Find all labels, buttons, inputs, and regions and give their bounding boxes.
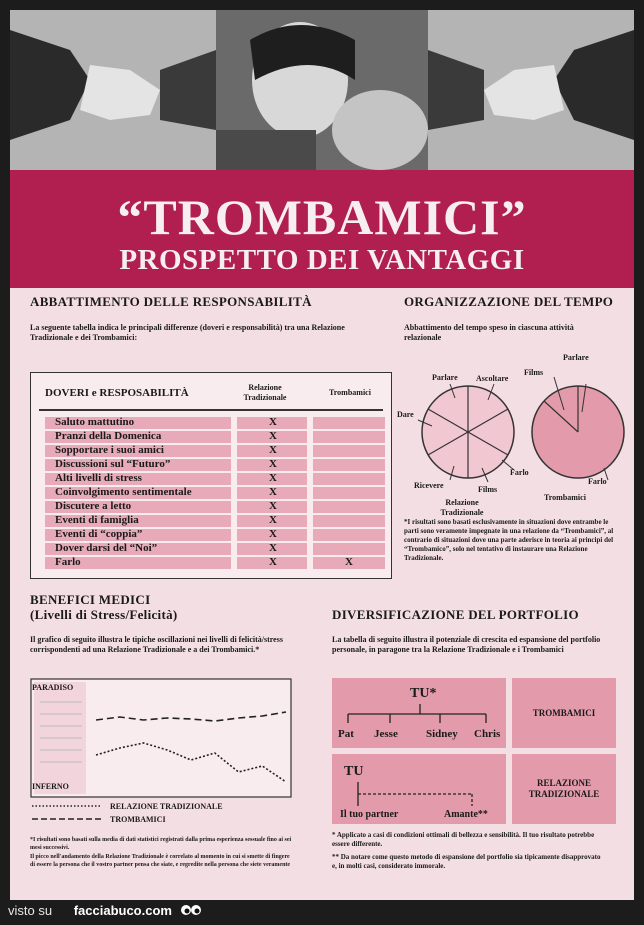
row-trad-mark: X <box>269 472 277 484</box>
row-tromb-bg <box>313 501 385 513</box>
responsibilities-heading: ABBATTIMENTO DELLE RESPONSABILITÀ <box>30 294 312 309</box>
y-top-label: PARADISO <box>32 683 74 692</box>
site-name[interactable]: facciabuco.com <box>73 903 172 918</box>
row-label: Eventi di “coppia” <box>55 528 143 540</box>
row-trad-mark: X <box>269 542 277 554</box>
row-label: Eventi di famiglia <box>55 514 139 526</box>
table-row <box>31 459 391 471</box>
table-row <box>31 543 391 555</box>
pie1-label-films: Films <box>478 485 498 494</box>
medical-intro: Il grafico di seguito illustra le tipiche oscillazioni nei livelli di felicità/stress corrispondenti ad una Relazione Tradizionale e a dei Trombamici.* <box>30 635 283 654</box>
table-row <box>31 487 391 499</box>
photo-strip <box>10 10 634 170</box>
col-header-duties: DOVERI e RESPOSABILITÀ <box>45 387 189 399</box>
table-row <box>31 431 391 443</box>
pie2-caption: Trombamici <box>544 493 586 502</box>
portfolio-tree-traditional <box>332 754 506 824</box>
footer-source <box>8 903 202 920</box>
row-trad-mark: X <box>269 444 277 456</box>
row-trad-mark: X <box>269 556 277 568</box>
page-title: “TROMBAMICI” <box>117 189 527 245</box>
label-trombamici: TROMBAMICI <box>532 708 596 718</box>
time-heading: ORGANIZZAZIONE DEL TEMPO <box>404 294 614 309</box>
y-bottom-label: INFERNO <box>32 782 69 791</box>
name-amante: Amante** <box>444 809 488 820</box>
name-pat: Pat <box>338 728 354 740</box>
poster <box>10 10 634 900</box>
row-trad-mark: X <box>269 500 277 512</box>
pie1-label-farlo: Farlo <box>510 468 529 477</box>
table-divider <box>39 409 383 411</box>
row-label: Discutere a letto <box>55 500 132 512</box>
visto-label: visto su <box>8 903 53 918</box>
pie1-caption: Relazione Tradizionale <box>440 498 484 517</box>
legend-trombamici: TROMBAMICI <box>110 815 166 824</box>
name-partner: Il tuo partner <box>340 809 399 820</box>
row-tromb-bg <box>313 417 385 429</box>
page-subtitle: PROSPETTO DEI VANTAGGI <box>119 244 525 276</box>
duties-table <box>30 372 392 579</box>
row-tromb-bg <box>313 515 385 527</box>
table-row <box>31 473 391 485</box>
portfolio-intro: La tabella di seguito illustra il potenziale di crescita ed espansione del portfolio personale, in paragone tra la Relazione Tradizionale e i Trombamici <box>332 635 601 654</box>
label-traditional: RELAZIONE TRADIZIONALE <box>528 778 600 799</box>
pie2-label-farlo: Farlo <box>588 477 607 486</box>
tu-plain: TU <box>344 764 364 779</box>
table-row <box>31 557 391 569</box>
time-intro: Abbattimento del tempo speso in ciascuna attività relazionale <box>404 323 574 342</box>
table-row <box>31 529 391 541</box>
time-note: *I risultati sono basati esclusivamente in situazioni dove entrambe le parti sono veramente impegnate in una relazione da “Trombamici”, al contrario di situazioni dove una parte aderisce in teoria ai principi del “Trombamico”, solo nel tentativo di instaurare una Relazione Tradizionale. <box>404 518 614 562</box>
portfolio-tree-trombamici <box>332 678 506 748</box>
portfolio-label-box-trombamici <box>512 678 616 748</box>
row-label: Coinvolgimento sentimentale <box>55 486 192 498</box>
tu-star: TU* <box>410 686 437 701</box>
medical-note-1: *I risultati sono basati sulla media di dati statistici registrati dalla prima esperienza sessuale fino ai sei mesi successivi. <box>30 837 292 851</box>
row-label: Dover darsi del “Noi” <box>55 542 158 554</box>
row-label: Farlo <box>55 556 81 568</box>
medical-heading: BENEFICI MEDICI <box>30 592 151 607</box>
row-trad-mark: X <box>269 486 277 498</box>
legend-traditional: RELAZIONE TRADIZIONALE <box>110 802 223 811</box>
table-row <box>31 501 391 513</box>
row-tromb-bg <box>313 431 385 443</box>
row-label: Saluto mattutino <box>55 416 135 428</box>
portfolio-note-2: ** Da notare come questo metodo di espansione del portfolio sia tipicamente disapprovato e, in molti casi, considerato immorale. <box>332 853 601 870</box>
row-trad-mark: X <box>269 416 277 428</box>
pie1-label-ascoltare: Ascoltare <box>476 374 509 383</box>
name-chris: Chris <box>474 728 501 740</box>
portfolio-heading: DIVERSIFICAZIONE DEL PORTFOLIO <box>332 607 579 622</box>
legend-lines <box>30 800 110 826</box>
pie1-label-dare: Dare <box>397 410 414 419</box>
row-label: Sopportare i suoi amici <box>55 444 164 456</box>
row-tromb-bg <box>313 473 385 485</box>
row-trad-mark: X <box>269 528 277 540</box>
row-tromb-bg <box>313 487 385 499</box>
eyes-icon <box>180 903 202 920</box>
row-tromb-bg <box>313 543 385 555</box>
time-pies <box>390 352 630 522</box>
table-row <box>31 515 391 527</box>
name-sidney: Sidney <box>426 728 458 740</box>
col-header-traditional: Relazione Tradizionale <box>243 383 287 402</box>
row-tromb-bg <box>313 445 385 457</box>
col-header-trombamici: Trombamici <box>329 388 371 397</box>
medical-note-2: Il picco nell'andamento della Relazione Tradizionale è correlato al momento in cui si smette di fingere di essere la persona che il vostro partner pensa che siate, e regredite nella persona che siete veramente <box>30 854 291 868</box>
row-trad-mark: X <box>269 514 277 526</box>
responsibilities-intro: La seguente tabella indica le principali differenze (doveri e responsabilità) tra una Relazione Tradizionale e dei Trombamici: <box>30 323 345 342</box>
row-tromb-bg <box>313 459 385 471</box>
row-label: Pranzi della Domenica <box>55 430 162 442</box>
row-trad-mark: X <box>269 430 277 442</box>
name-jesse: Jesse <box>374 728 398 740</box>
medical-subheading: (Livelli di Stress/Felicità) <box>30 607 178 622</box>
table-row <box>31 445 391 457</box>
portfolio-label-box-traditional <box>512 754 616 824</box>
stress-chart <box>30 678 292 798</box>
pie2-label-films: Films <box>524 368 544 377</box>
handshake-kiss-photo <box>10 10 634 170</box>
row-label: Alti livelli di stress <box>55 472 142 484</box>
pie2-label-parlare: Parlare <box>563 353 589 362</box>
pie1-label-parlare: Parlare <box>432 373 458 382</box>
row-tromb-mark: X <box>345 556 353 568</box>
row-tromb-bg <box>313 529 385 541</box>
row-label: Discussioni sul “Futuro” <box>55 458 171 470</box>
portfolio-note-1: * Applicato a casi di condizioni ottimali di bellezza e sensibilità. Il tuo risultato potrebbe essere differente. <box>332 831 595 848</box>
row-trad-mark: X <box>269 458 277 470</box>
pie-traditional <box>418 384 514 482</box>
pie1-label-ricevere: Ricevere <box>414 481 444 490</box>
pie-trombamici <box>532 377 624 480</box>
table-row <box>31 417 391 429</box>
